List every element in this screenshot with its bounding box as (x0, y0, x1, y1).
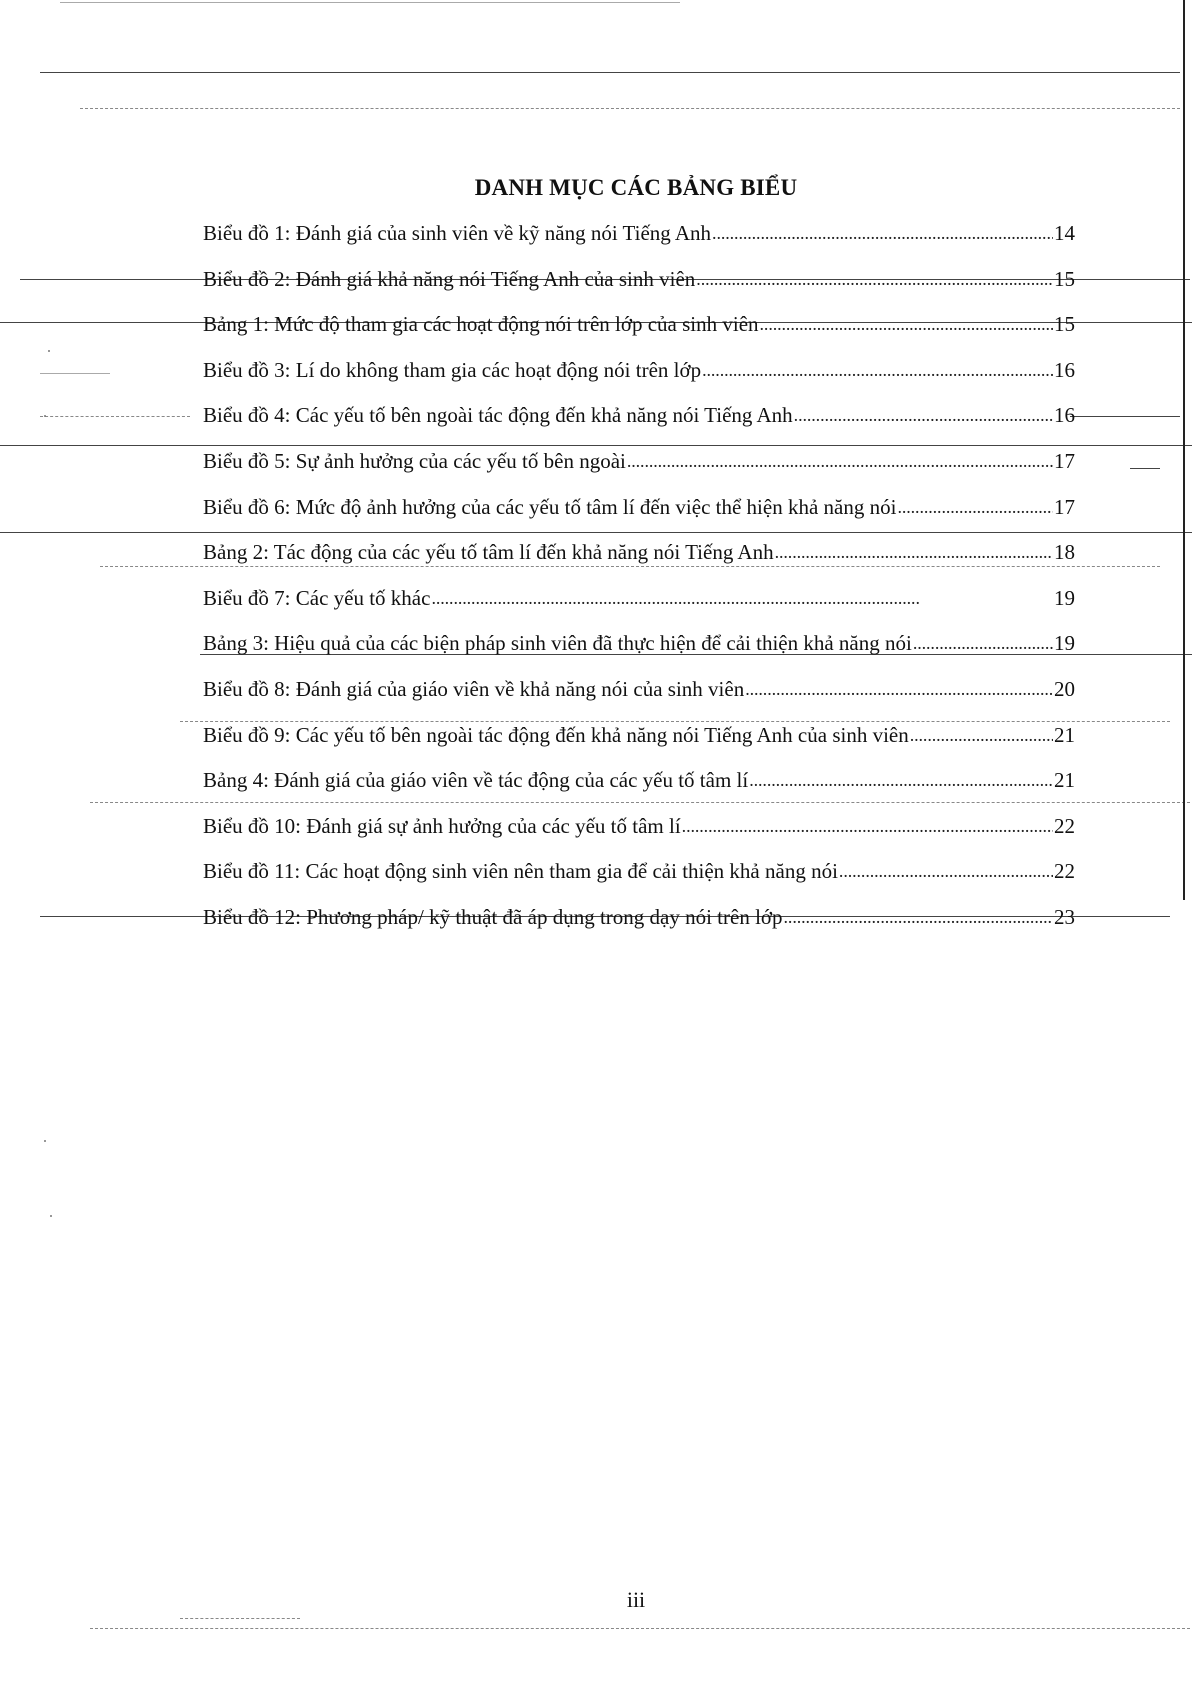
entry-page-number: 18 (1054, 540, 1075, 565)
page-number: iii (626, 1587, 646, 1612)
entry-page-number: 20 (1054, 676, 1075, 701)
list-item[interactable] (203, 446, 1075, 492)
entry-page-number: 16 (1054, 403, 1075, 428)
entry-page-number: 22 (1054, 813, 1075, 838)
entry-page-number: 19 (1054, 631, 1075, 656)
dot-leader (696, 263, 1053, 294)
entry-label: Bảng 4: Đánh giá của giáo viên về tác động của các yếu tố tâm lí (203, 768, 749, 793)
scan-speck (48, 350, 50, 352)
scan-speck (50, 1215, 52, 1217)
entry-label: Biểu đồ 12: Phương pháp/ kỹ thuật đã áp dụng trong dạy nói trên lớp (203, 904, 783, 929)
entry-page-number: 14 (1054, 221, 1075, 245)
entry-label: Biểu đồ 8: Đánh giá của giáo viên về khả năng nói của sinh viên (203, 676, 745, 701)
entry-page-number: 23 (1054, 904, 1075, 929)
scan-line (60, 2, 680, 3)
list-item[interactable] (203, 355, 1075, 401)
list-item[interactable] (203, 537, 1075, 583)
list-item[interactable] (203, 765, 1075, 811)
dot-leader (712, 217, 1053, 248)
entry-label: Biểu đồ 7: Các yếu tố khác (203, 585, 431, 610)
entry-label: Bảng 3: Hiệu quả của các biện pháp sinh viên đã thực hiện để cải thiện khả năng nói (203, 631, 912, 656)
dot-leader (760, 308, 1053, 339)
dot-leader (702, 354, 1053, 385)
scan-line (40, 416, 190, 417)
dot-leader (897, 491, 1053, 522)
entry-label: Bảng 2: Tác động của các yếu tố tâm lí đến khả năng nói Tiếng Anh (203, 540, 774, 565)
entry-label: Biểu đồ 11: Các hoạt động sinh viên nên tham gia để cải thiện khả năng nói (203, 859, 838, 884)
entry-label: Biểu đồ 10: Đánh giá sự ảnh hưởng của các yếu tố tâm lí (203, 813, 681, 838)
entry-label: Biểu đồ 3: Lí do không tham gia các hoạt động nói trên lớp (203, 357, 702, 382)
dot-leader (627, 445, 1053, 476)
list-item[interactable] (203, 264, 1075, 310)
list-item[interactable] (203, 628, 1075, 674)
scan-line (180, 1618, 300, 1619)
dot-leader (913, 627, 1053, 658)
list-item[interactable] (203, 492, 1075, 538)
page-title: DANH MỤC CÁC BẢNG BIỂU (474, 175, 798, 201)
scan-line (90, 1628, 1190, 1629)
entry-label: Biểu đồ 4: Các yếu tố bên ngoài tác động đến khả năng nói Tiếng Anh (203, 403, 793, 428)
dot-leader (745, 673, 1053, 704)
scan-edge (1183, 0, 1185, 900)
scan-line (1070, 416, 1180, 417)
dot-leader (784, 901, 1053, 932)
list-item[interactable] (203, 400, 1075, 446)
dot-leader (431, 582, 1053, 613)
dot-leader (839, 855, 1053, 886)
list-item[interactable] (203, 856, 1075, 902)
list-item[interactable] (203, 811, 1075, 857)
dot-leader (682, 810, 1053, 841)
dot-leader (910, 719, 1053, 750)
list-of-figures (203, 218, 1075, 948)
entry-label: Biểu đồ 6: Mức độ ảnh hưởng của các yếu tố tâm lí đến việc thể hiện khả năng nói (203, 494, 897, 519)
scan-speck (44, 415, 46, 417)
entry-label: Biểu đồ 9: Các yếu tố bên ngoài tác động đến khả năng nói Tiếng Anh của sinh viên (203, 722, 909, 747)
entry-label: Biểu đồ 2: Đánh giá khả năng nói Tiếng Anh của sinh viên (203, 266, 696, 291)
scan-speck (44, 1140, 46, 1142)
entry-page-number: 16 (1054, 357, 1075, 382)
entry-page-number: 21 (1054, 768, 1075, 793)
entry-page-number: 15 (1054, 266, 1075, 291)
entry-label: Biểu đồ 5: Sự ảnh hưởng của các yếu tố bên ngoài (203, 448, 626, 473)
list-item[interactable] (203, 309, 1075, 355)
list-item[interactable] (203, 218, 1075, 264)
scan-line (1130, 468, 1160, 469)
entry-page-number: 17 (1054, 448, 1075, 473)
dot-leader (775, 536, 1053, 567)
scan-line (40, 72, 1180, 73)
entry-label: Biểu đồ 1: Đánh giá của sinh viên về kỹ năng nói Tiếng Anh (203, 221, 712, 245)
scan-line (40, 373, 110, 374)
entry-page-number: 15 (1054, 312, 1075, 337)
entry-page-number: 21 (1054, 722, 1075, 747)
list-item[interactable] (203, 674, 1075, 720)
entry-page-number: 17 (1054, 494, 1075, 519)
list-item[interactable] (203, 720, 1075, 766)
list-item[interactable] (203, 902, 1075, 948)
entry-page-number: 22 (1054, 859, 1075, 884)
entry-page-number: 19 (1054, 585, 1075, 610)
dot-leader (794, 399, 1053, 430)
scan-line (80, 108, 1180, 109)
list-item[interactable] (203, 583, 1075, 629)
entry-label: Bảng 1: Mức độ tham gia các hoạt động nói trên lớp của sinh viên (203, 312, 759, 337)
dot-leader (749, 764, 1053, 795)
